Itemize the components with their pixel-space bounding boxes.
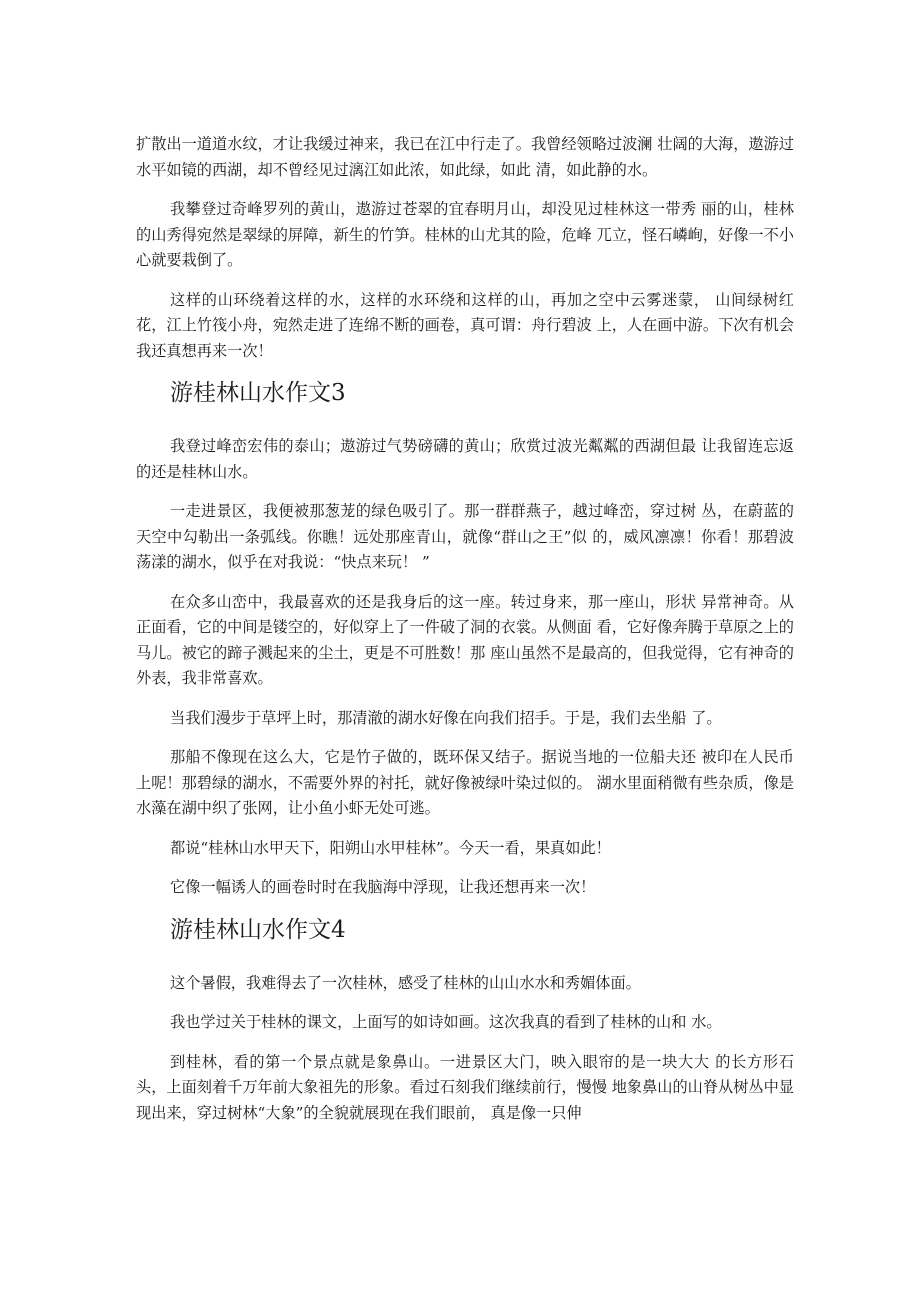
paragraph: 它像一幅诱人的画卷时时在我脑海中浮现，让我还想再来一次！ bbox=[170, 878, 596, 896]
paragraph: 我攀登过奇峰罗列的黄山，遨游过苍翠的宜春明月山，却没见过桂林这一带秀 丽的山，桂林的山秀得宛然是翠绿的屏障，新生的竹笋。桂林的山尤其的险，危峰 兀立，怪石嶙峋，好像一不小心就要栽倒了。 bbox=[136, 200, 794, 269]
section-title-4: 游桂林山水作文4 bbox=[170, 916, 346, 943]
paragraph: 当我们漫步于草坪上时，那清澈的湖水好像在向我们招手。于是，我们去坐船 了。 bbox=[170, 708, 722, 727]
paragraph: 都说“桂林山水甲天下，阳朔山水甲桂林”。今天一看，果真如此！ bbox=[170, 838, 611, 857]
paragraph: 我也学过关于桂林的课文，上面写的如诗如画。这次我真的看到了桂林的山和 水。 bbox=[170, 1013, 722, 1031]
paragraph: 到桂林，看的第一个景点就是象鼻山。一进景区大门，映入眼帘的是一块大大 的长方形石头，上面刻着千万年前大象祖先的形象。看过石刻我们继续前行，慢慢 地象鼻山的山脊从树丛中显现出来，穿过树林“大象”的全貌就展现在我们眼前， 真是像一只伸 bbox=[136, 1052, 794, 1122]
paragraph: 那船不像现在这么大，它是竹子做的，既环保又结子。据说当地的一位船夫还 被印在人民币上呢！那碧绿的湖水，不需要外界的衬托，就好像被绿叶染过似的。 湖水里面稍微有些杂质，像是水藻在湖中织了张网，让小鱼小虾无处可逃。 bbox=[136, 748, 794, 817]
document-page bbox=[136, 132, 794, 1140]
paragraph: 这样的山环绕着这样的水，这样的水环绕和这样的山，再加之空中云雾迷蒙， 山间绿树红花，江上竹筏小舟，宛然走进了连绵不断的画卷，真可谓：舟行碧波 上，人在画中游。下次有机会我还真想再来一次！ bbox=[136, 290, 794, 360]
paragraph: 这个暑假，我难得去了一次桂林，感受了桂林的山山水水和秀媚体面。 bbox=[170, 973, 641, 992]
section-title-3: 游桂林山水作文3 bbox=[170, 380, 346, 406]
paragraph: 一走进景区，我便被那葱茏的绿色吸引了。那一群群燕子，越过峰峦，穿过树 丛，在蔚蓝的天空中勾勒出一条弧线。你瞧！远处那座青山，就像“群山之王”似 的，威风凛凛！你看！那碧波荡漾的湖水，似乎在对我说：“快点来玩！ ” bbox=[136, 502, 794, 571]
paragraph: 扩散出一道道水纹，才让我缓过神来，我已在江中行走了。我曾经领略过波澜 壮阔的大海，遨游过水平如镜的西湖，却不曾经见过漓江如此浓，如此绿，如此 清，如此静的水。 bbox=[136, 135, 794, 179]
paragraph: 我登过峰峦宏伟的泰山；遨游过气势磅礴的黄山；欣赏过波光粼粼的西湖但最 让我留连忘返的还是桂林山水。 bbox=[136, 437, 794, 481]
paragraph: 在众多山峦中，我最喜欢的还是我身后的这一座。转过身来，那一座山，形状 异常神奇。从正面看，它的中间是镂空的，好似穿上了一件破了洞的衣裳。从侧面 看，它好像奔腾于草原之上的马儿。被它的蹄子溅起来的尘土，更是不可胜数！那 座山虽然不是最高的，但我觉得，它有神奇的外表，我非常喜欢。 bbox=[136, 592, 794, 687]
